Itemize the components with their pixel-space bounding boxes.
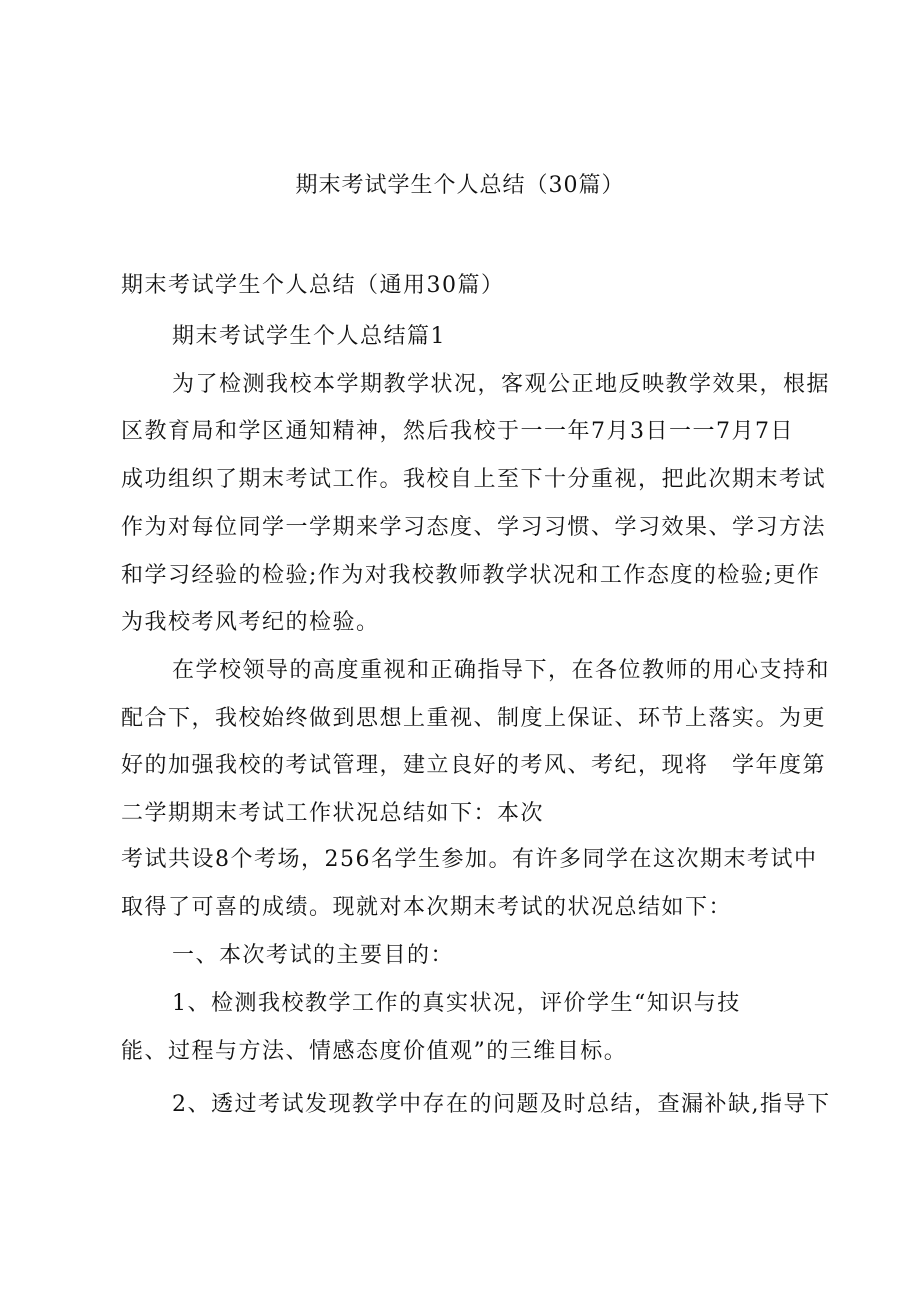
paragraph-line: 作为对每位同学一学期来学习态度、学习习惯、学习效果、学习方法 <box>121 515 827 540</box>
paragraph-line: 和学习经验的检验;作为对我校教师教学状况和工作态度的检验;更作 <box>121 563 821 588</box>
list-item: 2、透过考试发现教学中存在的问题及时总结，查漏补缺,指导下 <box>172 1092 831 1117</box>
paragraph-line: 成功组织了期末考试工作。我校自上至下十分重视，把此次期末考试 <box>121 467 827 492</box>
paragraph-line: 二学期期末考试工作状况总结如下：本次 <box>121 801 545 826</box>
paragraph-line: 好的加强我校的考试管理，建立良好的考风、考纪，现将 学年度第 <box>121 753 827 778</box>
section-heading: 一、本次考试的主要目的： <box>172 943 455 968</box>
paragraph-line: 区教育局和学区通知精神，然后我校于一一年7月3日一一7月7日 <box>121 419 794 444</box>
paragraph-line: 取得了可喜的成绩。现就对本次期末考试的状况总结如下： <box>121 895 733 920</box>
list-item: 1、检测我校教学工作的真实状况，评价学生“知识与技 <box>172 991 741 1016</box>
list-item-continuation: 能、过程与方法、情感态度价值观”的三维目标。 <box>121 1039 628 1064</box>
paragraph-line: 配合下，我校始终做到思想上重视、制度上保证、环节上落实。为更 <box>121 706 827 731</box>
subtitle-line: 期末考试学生个人总结（通用30篇） <box>121 273 505 298</box>
paragraph-line: 为我校考风考纪的检验。 <box>121 610 380 635</box>
paragraph-line: 为了检测我校本学期教学状况，客观公正地反映教学效果，根据 <box>172 372 831 397</box>
paragraph-line: 考试共设8个考场，256名学生参加。有许多同学在这次期末考试中 <box>121 847 818 872</box>
document-title: 期末考试学生个人总结（30篇） <box>295 173 625 198</box>
section-heading: 期末考试学生个人总结篇1 <box>172 324 446 349</box>
paragraph-line: 在学校领导的高度重视和正确指导下，在各位教师的用心支持和 <box>172 658 831 683</box>
